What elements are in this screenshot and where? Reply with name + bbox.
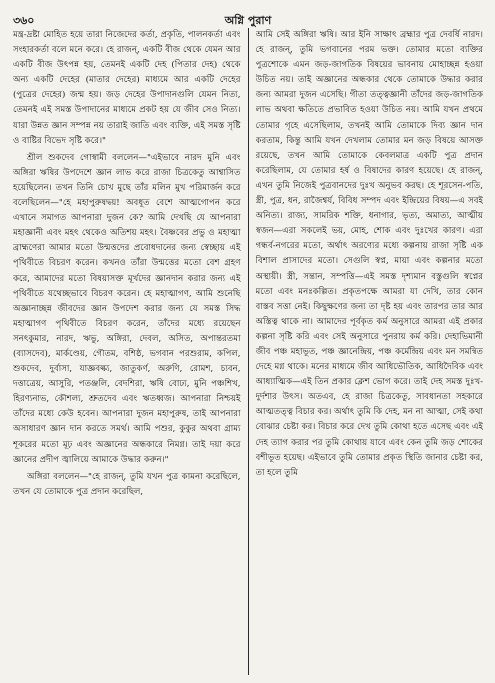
right-column [256,28,484,675]
paragraph: আমি সেই অঙ্গিরা ঋষি। আর ইনি সাক্ষাৎ ব্রহ্মার পুত্র দেবর্ষি নারদ। হে রাজন্‌, তুমি ভগবানের পরম ভক্ত। তোমার মতো ব্যক্তির পুত্রশোকে এমন জড়-জাগতিক বিষয়ের ভাবনায় মোহাচ্ছন্ন হওয়া উচিত নয়। তাই অজ্ঞানের অন্ধকার থেকে তোমাকে উদ্ধার করার জন্য আমরা দুজন এসেছি। গীতা তত্ত্বজ্ঞানী তাঁদের জড়-জাগতিক লাভ অথবা ক্ষতিতে প্রভাবিত হওয়া উচিত নয়। আমি যখন প্রথমে তোমার গৃহে এসেছিলাম, তখনই আমি তোমাকে দিব্য জ্ঞান দান করতাম, কিন্তু আমি যখন দেখলাম তোমার মন জড় বিষয়ে আসক্ত রয়েছে, তখন আমি তোমাকে কেবলমাত্র একটি পুত্র প্রদান করেছিলাম, যে তোমার হর্ষ ও বিষাদের কারণ হয়েছে। হে রাজন্‌, এখন তুমি নিজেই পুত্রবানদের দুঃখ অনুভব করছ। হে শূরসেন-পতি, স্ত্রী, পুত্র, ধন, রাজৈশ্বর্য, বিবিধ সম্পদ এবং ইন্দ্রিয়ের বিষয়—এ সবই অনিত্য। রাজ্য, সামরিক শক্তি, ধনাগার, ভৃত্য, অমাত্য, আত্মীয় স্বজন—এরা সকলেই ভয়, মোহ, শোক এবং দুঃখের কারণ। এরা গন্ধর্ব-নগরের মতো, অর্থাৎ অরণ্যের মধ্যে কল্পনায় রাজা সৃষ্টি এক বিশাল প্রাসাদের মতো। সেগুলি স্বপ্ন, মায়া এবং কল্পনার মতো অস্থায়ী। স্ত্রী, সন্তান, সম্পত্তি—এই সমস্ত দৃশ্যমান বস্তুগুলি স্বপ্নের মতো এবং মনঃকল্পিত। প্রকৃতপক্ষে আমরা যা দেখি, তার কোন বাস্তব সত্তা নেই। কিছুক্ষণের জন্য তা দৃষ্ট হয় এবং তারপর তার আর অস্তিত্ব থাকে না। আমাদের পূর্বকৃত কর্ম অনুসারে আমরা এই প্রকার কল্পনা সৃষ্টি করি এবং সেই অনুসারে পুনরায় কর্ম করি। দেহাভিমানী জীব পঞ্চ মহাভূত, পঞ্চ জ্ঞানেন্দ্রিয়, পঞ্চ কর্মেন্দ্রিয় এবং মন সমন্বিত দেহে মগ্ন থাকে। মনের মাধ্যমে জীব আধিভৌতিক, আধিদৈবিক এবং আধ্যাত্মিক—এই তিন প্রকার ক্লেশ ভোগ করে। তাই দেহ সমস্ত দুঃখ-দুর্দশার উৎস। অতএব, হে রাজা চিত্রকেতু, সাবধানতা সহকারে আত্মতত্ত্ব বিচার কর। অর্থাৎ তুমি কি দেহ, মন না আত্মা, সেই কথা বোঝার চেষ্টা কর। বিচার করে দেখ তুমি কোথা হতে এসেছ এবং এই দেহ ত্যাগ করার পর তুমি কোথায় যাবে এবং কেন তুমি জড় শোকের বশীভূত হয়েছ। এইভাবে তুমি তোমার প্রকৃত স্থিতি জানার চেষ্টা কর, তা হলে তুমি [255,30,483,478]
page-number: ৩৬০ [13,14,35,27]
running-title: অগ্নি পুরাণ [224,14,272,27]
paragraph: মন্ত্র-দ্রষ্টা মোহিত হয়ে তারা নিজেদের কর্তা, প্রকৃতি, পালনকর্তা এবং সংহারকর্তা বলে মনে করে। হে রাজন্‌, একটি বীজ থেকে যেমন আর একটি বীজ উৎপন্ন হয়, তেমনই একটি দেহ (পিতার দেহ) থেকে অন্য একটি দেহের (মাতার দেহের) মাধ্যমে আর একটি দেহের (পুত্রের দেহের) জন্ম হয়। জড় দেহের উপাদানগুলি যেমন নিত্য, তেমনই এই সমস্ত উপাদানের মাধ্যমে প্রকট হয় যে জীব সেও নিত্য। যারা উন্নত জ্ঞান সম্পন্ন নয় তারাই জাতি এবং ব্যক্তি, এই সমস্ত সৃষ্টি ও বাষ্টির বিভেদ সৃষ্টি করে।" [13,30,241,146]
page-header [13,10,483,28]
left-column [13,28,241,675]
paragraph: অঙ্গিরা বললেন—"হে রাজন্‌, তুমি যখন পুত্র কামনা করেছিলে, তখন যে তোমাকে পুত্র প্রদান করেছিল, [13,471,241,497]
text-columns [13,28,483,675]
paragraph: শ্রীল শুকদেব গোস্বামী বললেন—"এইভাবে নারদ মুনি এবং অঙ্গিরা ঋষির উপদেশে জ্ঞান লাভ করে রাজা চিত্রকেতু আশ্বাসিত হয়েছিলেন। তখন তিনি চোখ মুছে তাঁর মলিন মুখ পরিমার্জন করে বলেছিলেন—"হে মহাপুরুষদ্বয়! অবধূত বেশে আত্মগোপন করে এখানে সমাগত আপনারা দুজন কে? আমি দেখছি যে আপনারা মহাজ্ঞানী এবং মহৎ থেকেও অতিশয় মহৎ। বৈষ্ণবের প্রভু ও মহাত্মা ব্রাহ্মণেরা আমার মতো উন্মত্তদের প্রবোধদানের জন্য স্বেচ্ছায় এই পৃথিবীতে বিচরণ করেন। কখনও তাঁরা উন্মত্তের মতো বেশ গ্রহণ করে, আমাদের মতো বিষয়াসক্ত মূর্খদের জ্ঞানদান করার জন্য এই পৃথিবীতে যথেচ্ছভাবে বিচরণ করেন। হে মহাত্মাগণ, আমি শুনেছি অজ্ঞানাচ্ছন্ন জীবদের জ্ঞান উপদেশ করার জন্য যে সমস্ত সিদ্ধ মহাত্মাগণ পৃথিবীতে বিচরণ করেন, তাঁদের মধ্যে রয়েছেন সনৎকুমার, নারদ, ঋভু, অঙ্গিরা, দেবল, অসিত, অপান্তরতমা (ব্যাসদেব), মার্কণ্ডেয়, গৌতম, বশিষ্ঠ, ভগবান পরশুরাম, কপিল, শুকদেব, দুর্বাসা, যাজ্ঞবল্ক্য, জাতুকর্ণ, অরুণি, রোমশ, চ্যবন, দত্তাত্রেয়, আসুরি, পতঞ্জলি, বেদশিরা, ঋষি বোঢ্য, মুনি পঞ্চশিখ, হিরণ্যনাভ, কৌশল্য, শ্রুতদেব এবং ঋতধ্বজ। আপনারা নিশ্চয়ই তাঁদের মধ্যে কেউ হবেন। আপনারা দুজন মহাপুরুষ, তাই আপনারা অসাধারণ জ্ঞান দান করতে সমর্থ। আমি পশুর, কুকুর অথবা গ্রাম্য শূকরের মতো মূঢ় এবং অজ্ঞানের অন্ধকারে নিমগ্ন। তাই দয়া করে জ্ঞানের প্রদীপ জ্বালিয়ে আমাকে উদ্ধার করুন।" [13,152,241,465]
column-divider [248,28,249,675]
